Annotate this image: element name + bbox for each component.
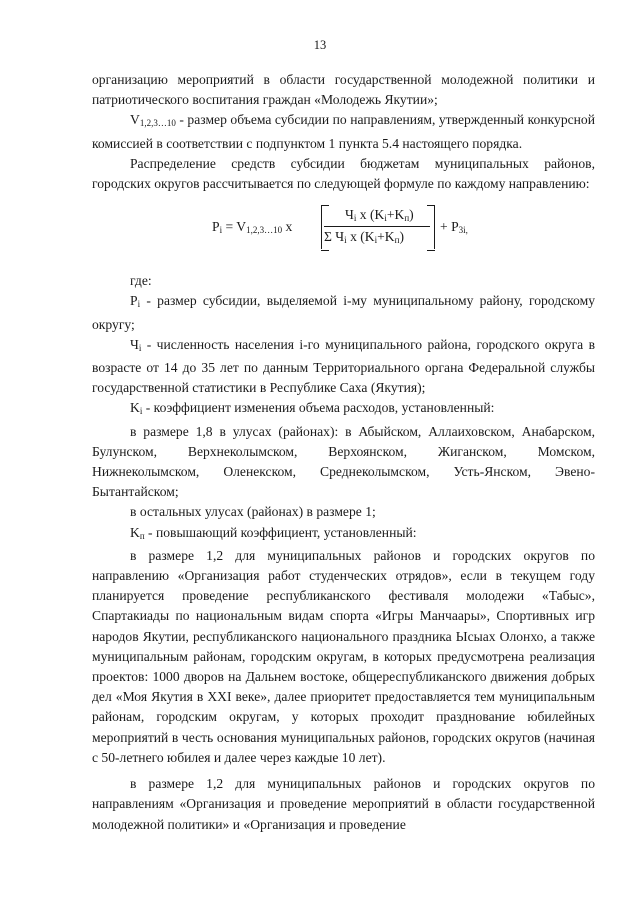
definition-p: $P_i$ - размер субсидии, выделяемой i-му муниципальному району, городскому округу; [92,293,595,332]
subsidy-formula [92,203,595,263]
definition-ch: $Ч_i$ - численность населения i-го муниципального района, городского округа в возрасте от 14 до 35 лет по данным Территориального органа Федеральной службы государственной статистики в Республике Саха (Якутия); [92,336,595,396]
formula-numerator: $Ч_i$ x $(K_i+K_п)$ [345,207,414,224]
k-item-2: в остальных улусах (районах) в размере 1; [130,504,376,520]
definition-k: $K_i$ - коэффициент изменения объема расходов, установленный: [130,400,495,417]
formula-denominator: Σ $Ч_i$ x $(K_i+K_п)$ [324,229,404,246]
formula-right-side: + $P_{3i,}$ [440,219,468,236]
definition-v: $V_{1,2,3\dots 10}$ - размер объема субсидии по направлениям, утвержденный конкурсной комиссией в соответствии с подпунктом 1 пункта 5.4 настоящего порядка. [92,112,595,151]
document-body [92,70,595,835]
page-number: 13 [313,38,327,52]
where-label: где: [130,273,152,289]
paragraph-youth-program: организацию мероприятий в области государственной молодежной политики и патриотического воспитания граждан «Молодежь Якутии»; [92,72,595,108]
symbol-v: V [130,112,140,128]
kp-item-1: в размере 1,2 для муниципальных районов и городских округов по направлению «Организация работ студенческих отрядов», если в текущем году планируется проведение республиканского фестиваля молодежи «Табыс», Спартакиады по национальным видам спорта «Игры Манчаары», Спортивных игр народов Якутии, республиканского национального праздника Ысыах Олонхо, а также муниципальным районам, городским округам, в которых предусмотрена реализация проектов: 1000 дворов на Дальнем востоке, общереспубликанского движения добрых дел «Моя Якутия в XXI веке», далее приоритет предоставляется тем муниципальным районам, городским округам, у которых проходит празднование юбилейных мероприятий в честь основания муниципальных районов, городских округов (начиная с 50-летнего юбилея и далее через каждые 10 лет). [92,547,595,765]
formula-left-side: $P_i = V_{1,2,3\dots 10}$ x [212,219,293,236]
k-item-1: в размере 1,8 в улусах (районах): в Абыйском, Аллаиховском, Анабарском, Булунском, Верхнеколымском, Верхоянском, Жиганском, Момском, Нижнеколымском, Оленекском, Среднеколымском, Усть-Янском, Эвено-Бытантайском; [92,423,595,500]
paragraph-distribution: Распределение средств субсидии бюджетам муниципальных районов, городских округов рассчитывается по следующей формуле по каждому направлению: [92,155,595,192]
definition-kp: $K_п$ - повышающий коэффициент, установленный: [130,524,417,541]
kp-item-2: в размере 1,2 для муниципальных районов и городских округов по направлениям «Организация и проведение мероприятий в области государственной молодежной политики» и «Организация и проведение [92,776,595,832]
